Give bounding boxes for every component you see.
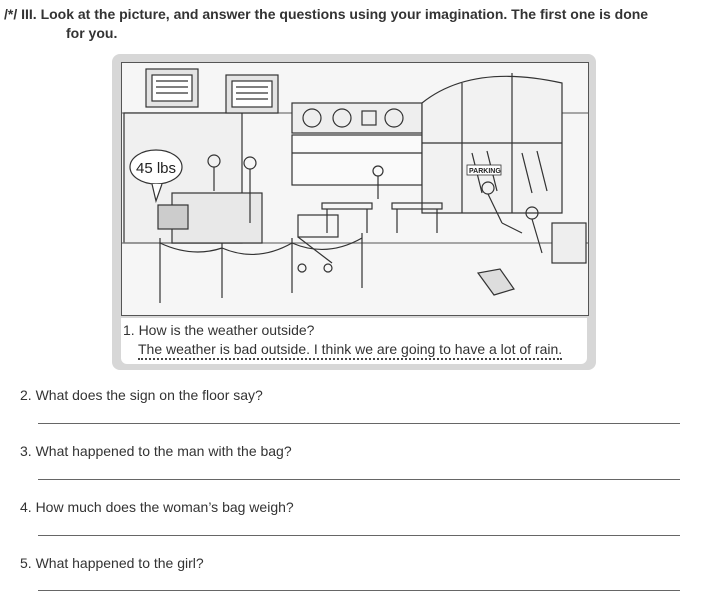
- bag-weight-label: 45 lbs: [136, 160, 177, 177]
- question-2: 2. What does the sign on the floor say?: [20, 387, 263, 403]
- question-5: 5. What happened to the girl?: [20, 555, 204, 571]
- answer-line-4[interactable]: [38, 535, 680, 536]
- question-4: 4. How much does the woman’s bag weigh?: [20, 499, 294, 515]
- parking-sign: PARKING: [469, 168, 501, 175]
- instruction-line-1: /*/ III. Look at the picture, and answer the questions using your imagination. The first one is done: [4, 6, 649, 22]
- example-question: 1. How is the weather outside?: [123, 322, 315, 338]
- airport-scene-illustration: [121, 62, 589, 316]
- instruction-line-2: for you.: [66, 25, 118, 41]
- answer-line-3[interactable]: [38, 479, 680, 480]
- answer-line-5[interactable]: [38, 590, 680, 591]
- example-answer: The weather is bad outside. I think we are going to have a lot of rain.: [138, 341, 562, 360]
- answer-line-2[interactable]: [38, 423, 680, 424]
- worked-example: [121, 318, 587, 364]
- question-3: 3. What happened to the man with the bag?: [20, 443, 292, 459]
- exercise-instruction: [4, 5, 694, 43]
